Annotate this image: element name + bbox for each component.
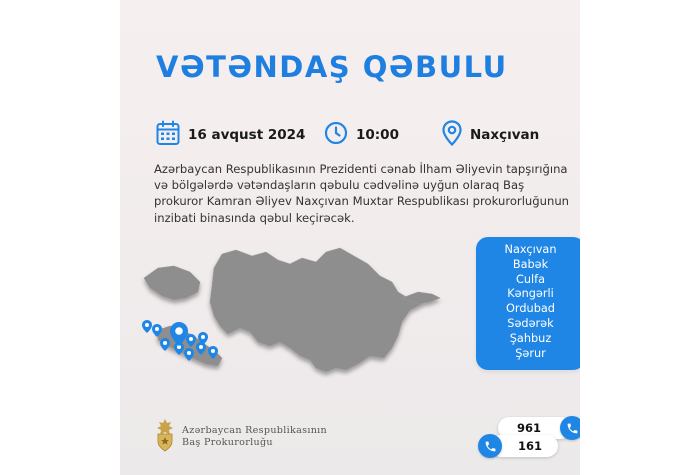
organization-name-line2: Baş Prokurorluğu — [182, 437, 273, 448]
phone-icon — [478, 434, 502, 458]
calendar-icon — [156, 120, 180, 150]
district-item: Şahbuz — [509, 331, 552, 345]
organization-name-line1: Azərbaycan Respublikasının — [182, 425, 328, 436]
organization-logo — [154, 418, 327, 456]
hotline-161[interactable] — [478, 435, 558, 457]
event-date — [156, 120, 305, 150]
district-list — [476, 237, 580, 370]
district-item: Şərur — [515, 346, 546, 360]
event-date-text: 16 avqust 2024 — [188, 127, 306, 143]
event-location — [442, 120, 539, 150]
district-item: Ordubad — [506, 302, 555, 316]
announcement-text: Azərbaycan Respublikasının Prezidenti cənab İlham Əliyevin tapşırığına və bölgələrdə vətəndaşların qəbulu cədvəlinə uyğun olaraq Baş prokuror Kamran Əliyev Naxçıvan Muxtar Respublikası prokurorluğunun inzibati binasında qəbul keçirəcək. — [154, 162, 570, 225]
district-item: Babək — [512, 257, 549, 271]
event-info-row — [156, 120, 560, 150]
hotline-number: 961 — [498, 417, 572, 439]
district-item: Kəngərli — [507, 287, 554, 301]
hotline-number: 161 — [490, 435, 558, 457]
district-item: Naxçıvan — [504, 243, 557, 256]
district-item: Culfa — [515, 272, 546, 286]
clock-icon — [324, 121, 348, 149]
phone-icon — [560, 416, 580, 440]
location-pin-icon — [442, 120, 462, 150]
page-title: VƏTƏNDAŞ QƏBULU — [156, 50, 508, 84]
azerbaijan-map — [140, 238, 470, 392]
announcement-card — [120, 0, 580, 475]
event-time — [324, 120, 399, 150]
emblem-icon — [154, 418, 176, 456]
district-item: Sədərək — [507, 316, 554, 330]
event-time-text: 10:00 — [356, 127, 399, 143]
event-location-text: Naxçıvan — [470, 127, 540, 143]
